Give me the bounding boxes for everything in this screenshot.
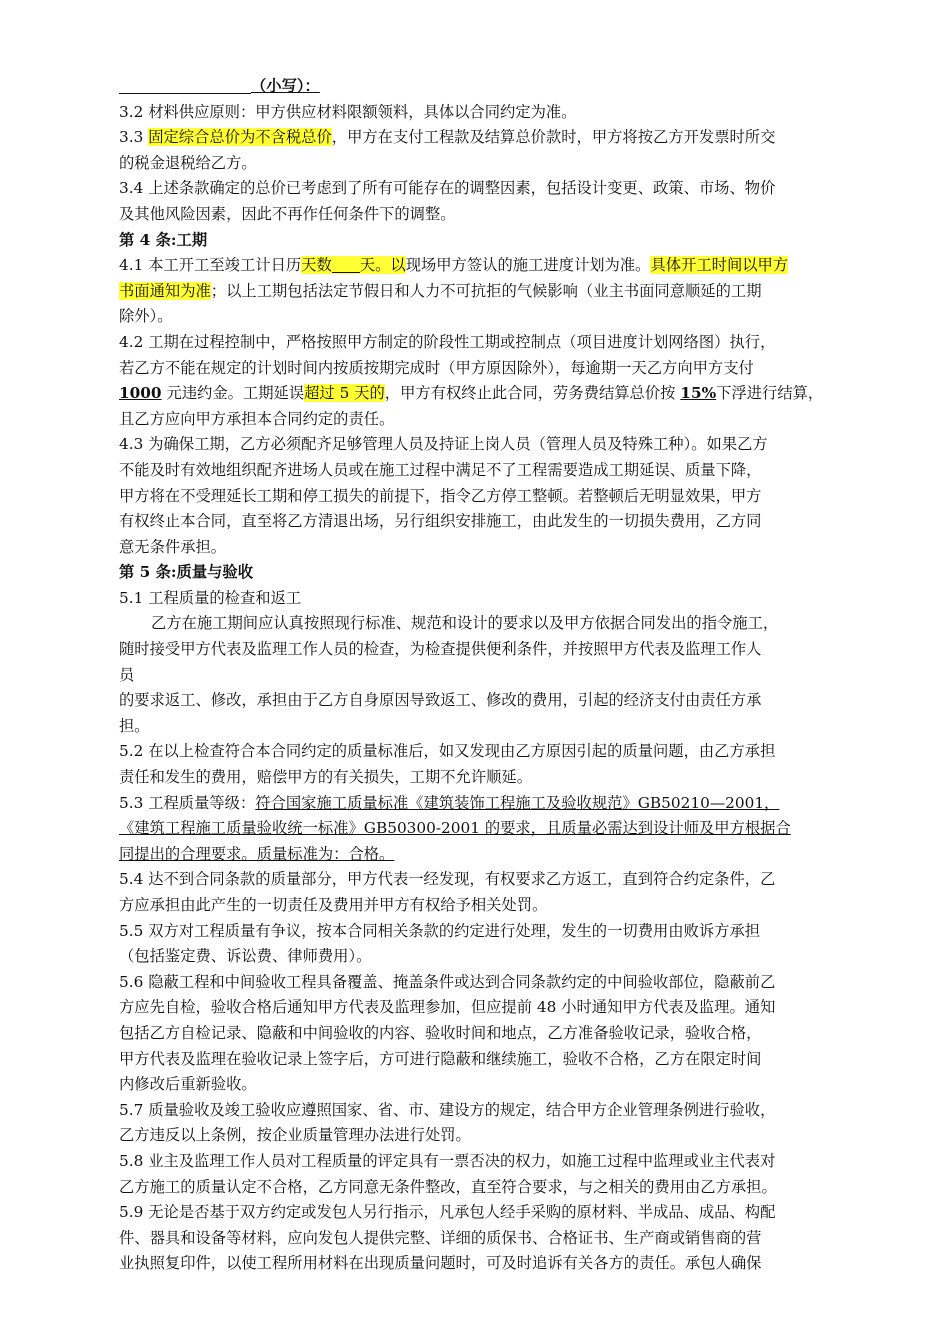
clause-5-6-cont4: 内修改后重新验收。 bbox=[119, 1075, 257, 1094]
clause-5-6-cont2: 包括乙方自检记录、隐蔽和中间验收的内容、验收时间和地点，乙方准备验收记录，验收合格， bbox=[119, 1023, 762, 1042]
clause-5-1-body2: 随时接受甲方代表及监理工作人员的检查，为检查提供便利条件，并按照甲方代表及监理工作人 bbox=[119, 640, 762, 659]
heading-article-5: 第 5 条:质量与验收 bbox=[119, 563, 254, 582]
clause-5-9-cont2: 业执照复印件，以使工程所用材料在出现质量问题时，可及时追诉有关各方的责任。承包人确保 bbox=[119, 1254, 762, 1273]
clause-5-1: 5.1 工程质量的检查和返工 bbox=[119, 588, 302, 607]
clause-5-1-body3: 员 bbox=[119, 665, 135, 684]
clause-4-2: 4.2 工期在过程控制中，严格按照甲方制定的阶段性工期或控制点（项目进度计划网络图）执行， bbox=[119, 332, 776, 351]
clause-3-4: 3.4 上述条款确定的总价已考虑到了所有可能存在的调整因素，包括设计变更、政策、市场、物价 bbox=[119, 179, 776, 198]
clause-5-3: 5.3 工程质量等级：符合国家施工质量标准《建筑装饰工程施工及验收规范》GB50210—2001， bbox=[119, 793, 780, 812]
clause-4-3-cont3: 有权终止本合同，直至将乙方清退出场，另行组织安排施工，由此发生的一切损失费用，乙方同 bbox=[119, 512, 762, 531]
clause-5-9-cont1: 件、器具和设备等材料，应向发包人提供完整、详细的质保书、合格证书、生产商或销售商的营 bbox=[119, 1228, 762, 1247]
clause-3-3-cont: 的税金退税给乙方。 bbox=[119, 153, 257, 172]
clause-3-2: 3.2 材料供应原则：甲方供应材料限额领料，具体以合同约定为准。 bbox=[119, 102, 577, 121]
clause-4-1: 4.1 本工开工至竣工计日历天数 天。以现场甲方签认的施工进度计划为准。具体开工时间以甲方 bbox=[119, 256, 789, 275]
clause-5-9: 5.9 无论是否基于双方约定或发包人另行指示，凡承包人经手采购的原材料、半成品、成品、构配 bbox=[119, 1203, 776, 1222]
clause-4-2-cont3: 且乙方应向甲方承担本合同约定的责任。 bbox=[119, 409, 395, 428]
clause-5-5: 5.5 双方对工程质量有争议，按本合同相关条款的约定进行处理，发生的一切费用由败诉方承担 bbox=[119, 921, 761, 940]
clause-5-4: 5.4 达不到合同条款的质量部分，甲方代表一经发现，有权要求乙方返工，直到符合约定条件，乙 bbox=[119, 870, 776, 889]
clause-5-6: 5.6 隐蔽工程和中间验收工程具备覆盖、掩盖条件或达到合同条款约定的中间验收部位，隐蔽前乙 bbox=[119, 972, 776, 991]
highlight-tax-exclusive: 固定综合总价为不含税总价 bbox=[148, 128, 332, 147]
days-blank bbox=[332, 254, 360, 273]
clause-5-3-cont1: 《建筑工程施工质量验收统一标准》GB50300-2001 的要求，且质量必需达到设计师及甲方根据合 bbox=[119, 819, 791, 838]
clause-5-6-cont3: 甲方代表及监理在验收记录上签字后，方可进行隐蔽和继续施工，验收不合格，乙方在限定时间 bbox=[119, 1049, 762, 1068]
clause-5-8: 5.8 业主及监理工作人员对工程质量的评定具有一票否决的权力，如施工过程中监理或业主代表对 bbox=[119, 1151, 776, 1170]
highlight-start-notice: 具体开工时间以甲方 bbox=[650, 256, 789, 275]
penalty-amount: 1000 bbox=[119, 384, 162, 403]
clause-4-3-cont2: 甲方将在不受理延长工期和停工损失的前提下，指令乙方停工整顿。若整顿后无明显效果，甲方 bbox=[119, 486, 762, 505]
clause-4-3-cont4: 意无条件承担。 bbox=[119, 537, 227, 556]
clause-5-7-cont: 乙方违反以上条例，按企业质量管理办法进行处罚。 bbox=[119, 1126, 471, 1145]
clause-5-1-body: 乙方在施工期间应认真按照现行标准、规范和设计的要求以及甲方依据合同发出的指令施工， bbox=[151, 614, 779, 633]
highlight-over-5-days: 超过 5 天的 bbox=[304, 384, 385, 403]
clause-5-8-cont: 乙方施工的质量认定不合格，乙方同意无条件整改，直至符合要求，与之相关的费用由乙方承担。 bbox=[119, 1177, 777, 1196]
clause-5-2-cont: 责任和发生的费用，赔偿甲方的有关损失，工期不允许顺延。 bbox=[119, 768, 533, 787]
clause-5-1-body4: 的要求返工、修改，承担由于乙方自身原因导致返工、修改的费用，引起的经济支付由责任方承 bbox=[119, 691, 762, 710]
clause-4-1-end: 除外）。 bbox=[119, 307, 173, 326]
clause-4-3-cont1: 不能及时有效地组织配齐进场人员或在施工过程中满足不了工程需要造成工期延误、质量下降， bbox=[119, 460, 762, 479]
quality-standard: 符合国家施工质量标准《建筑装饰工程施工及验收规范》GB50210—2001， bbox=[255, 793, 780, 812]
clause-5-3-cont2: 同提出的合理要求。质量标准为：合格。 bbox=[119, 844, 395, 863]
clause-5-5-cont: （包括鉴定费、诉讼费、律师费用）。 bbox=[119, 947, 372, 966]
clause-3-3: 3.3 固定综合总价为不含税总价，甲方在支付工程款及结算总价款时，甲方将按乙方开发票时所交 bbox=[119, 128, 776, 147]
clause-5-7: 5.7 质量验收及竣工验收应遵照国家、省、市、建设方的规定，结合甲方企业管理条例进行验收， bbox=[119, 1100, 776, 1119]
clause-4-2-cont1: 若乙方不能在规定的计划时间内按质按期完成时（甲方原因除外），每逾期一天乙方向甲方支付 bbox=[119, 358, 754, 377]
clause-5-6-cont1: 方应先自检，验收合格后通知甲方代表及监理参加，但应提前 48 小时通知甲方代表及监理。通知 bbox=[119, 998, 776, 1017]
clause-5-2: 5.2 在以上检查符合本合同约定的质量标准后，如又发现由乙方原因引起的质量问题，由乙方承担 bbox=[119, 742, 776, 761]
clause-4-1-cont: 书面通知为准；以上工期包括法定节假日和人力不可抗拒的气候影响（业主书面同意顺延的工期 bbox=[119, 281, 762, 300]
heading-article-4: 第 4 条:工期 bbox=[119, 230, 208, 249]
clause-5-1-body5: 担。 bbox=[119, 716, 150, 735]
document-page bbox=[119, 74, 841, 1277]
clause-4-2-cont2: 1000 元违约金。工期延误超过 5 天的，甲方有权终止此合同，劳务费结算总价按 15%下浮进行结算， bbox=[119, 384, 824, 403]
clause-5-4-cont: 方应承担由此产生的一切责任及费用并甲方有权给予相关处罚。 bbox=[119, 896, 548, 914]
amount-lowercase-line: （小写）： bbox=[119, 74, 841, 100]
amount-blank bbox=[119, 75, 251, 94]
clause-4-3: 4.3 为确保工期，乙方必须配齐足够管理人员及持证上岗人员（管理人员及特殊工种）。如果乙方 bbox=[119, 435, 768, 454]
clause-3-4-cont: 及其他风险因素，因此不再作任何条件下的调整。 bbox=[119, 204, 456, 223]
discount-percent: 15% bbox=[680, 384, 717, 403]
